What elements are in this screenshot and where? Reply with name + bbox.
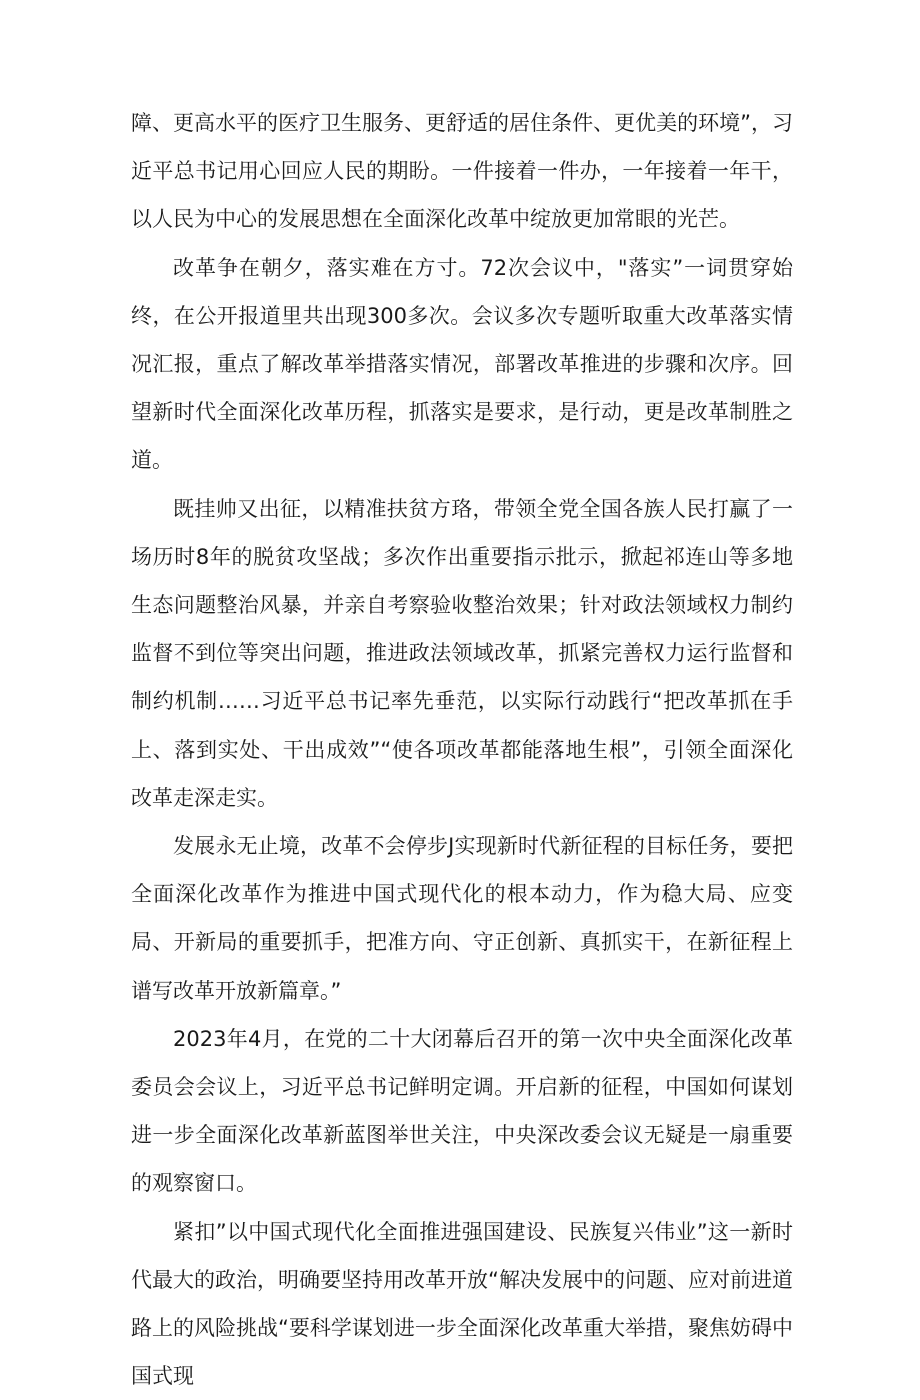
paragraph-2023-meeting: 2023年4月，在党的二十大闭幕后召开的第一次中央全面深化改革委员会会议上，习近平总书记鲜明定调。开启新的征程，中国如何谋划进一步全面深化改革新蓝图举世关注，中央深改委会议无疑是一扇重要的观察窗口。	[131, 1026, 793, 1196]
document-body	[131, 99, 793, 1400]
paragraph-modernization: 紧扣”以中国式现代化全面推进强国建设、民族复兴伟业”这一新时代最大的政治，明确要坚持用改革开放“解决发展中的问题、应对前进道路上的风险挑战“要科学谋划进一步全面深化改革重大举措，聚焦妨碍中国式现	[131, 1219, 793, 1389]
paragraph-implementation: 改革争在朝夕，落实难在方寸。72次会议中，"落实”一词贯穿始终，在公开报道里共出现300多次。会议多次专题听取重大改革落实情况汇报，重点了解改革举措落实情况，部署改革推进的步骤和次序。回望新时代全面深化改革历程，抓落实是要求，是行动，更是改革制胜之道。	[131, 255, 793, 473]
paragraph-leadership: 既挂帅又出征，以精准扶贫方珞，带领全党全国各族人民打赢了一场历时8年的脱贫攻坚战；多次作出重要指示批示，掀起祁连山等多地生态问题整治风暴，并亲自考察验收整治效果；针对政法领域权力制约监督不到位等突出问题，推进政法领域改革，抓紧完善权力运行监督和制约机制……习近平总书记率先垂范，以实际行动践行“把改革抓在手上、落到实处、干出成效”“使各项改革都能落地生根”，引领全面深化改革走深走实。	[131, 496, 793, 810]
paragraph-continued: 障、更高水平的医疗卫生服务、更舒适的居住条件、更优美的环境”，习近平总书记用心回应人民的期盼。一件接着一件办，一年接着一年干，以人民为中心的发展思想在全面深化改革中绽放更加常眼的光芒。	[131, 111, 793, 232]
paragraph-development: 发展永无止境，改革不会停步J实现新时代新征程的目标任务，要把全面深化改革作为推进中国式现代化的根本动力，作为稳大局、应变局、开新局的重要抓手，把准方向、守正创新、真抓实干，在新征程上谱写改革开放新篇章。”	[131, 834, 793, 1003]
